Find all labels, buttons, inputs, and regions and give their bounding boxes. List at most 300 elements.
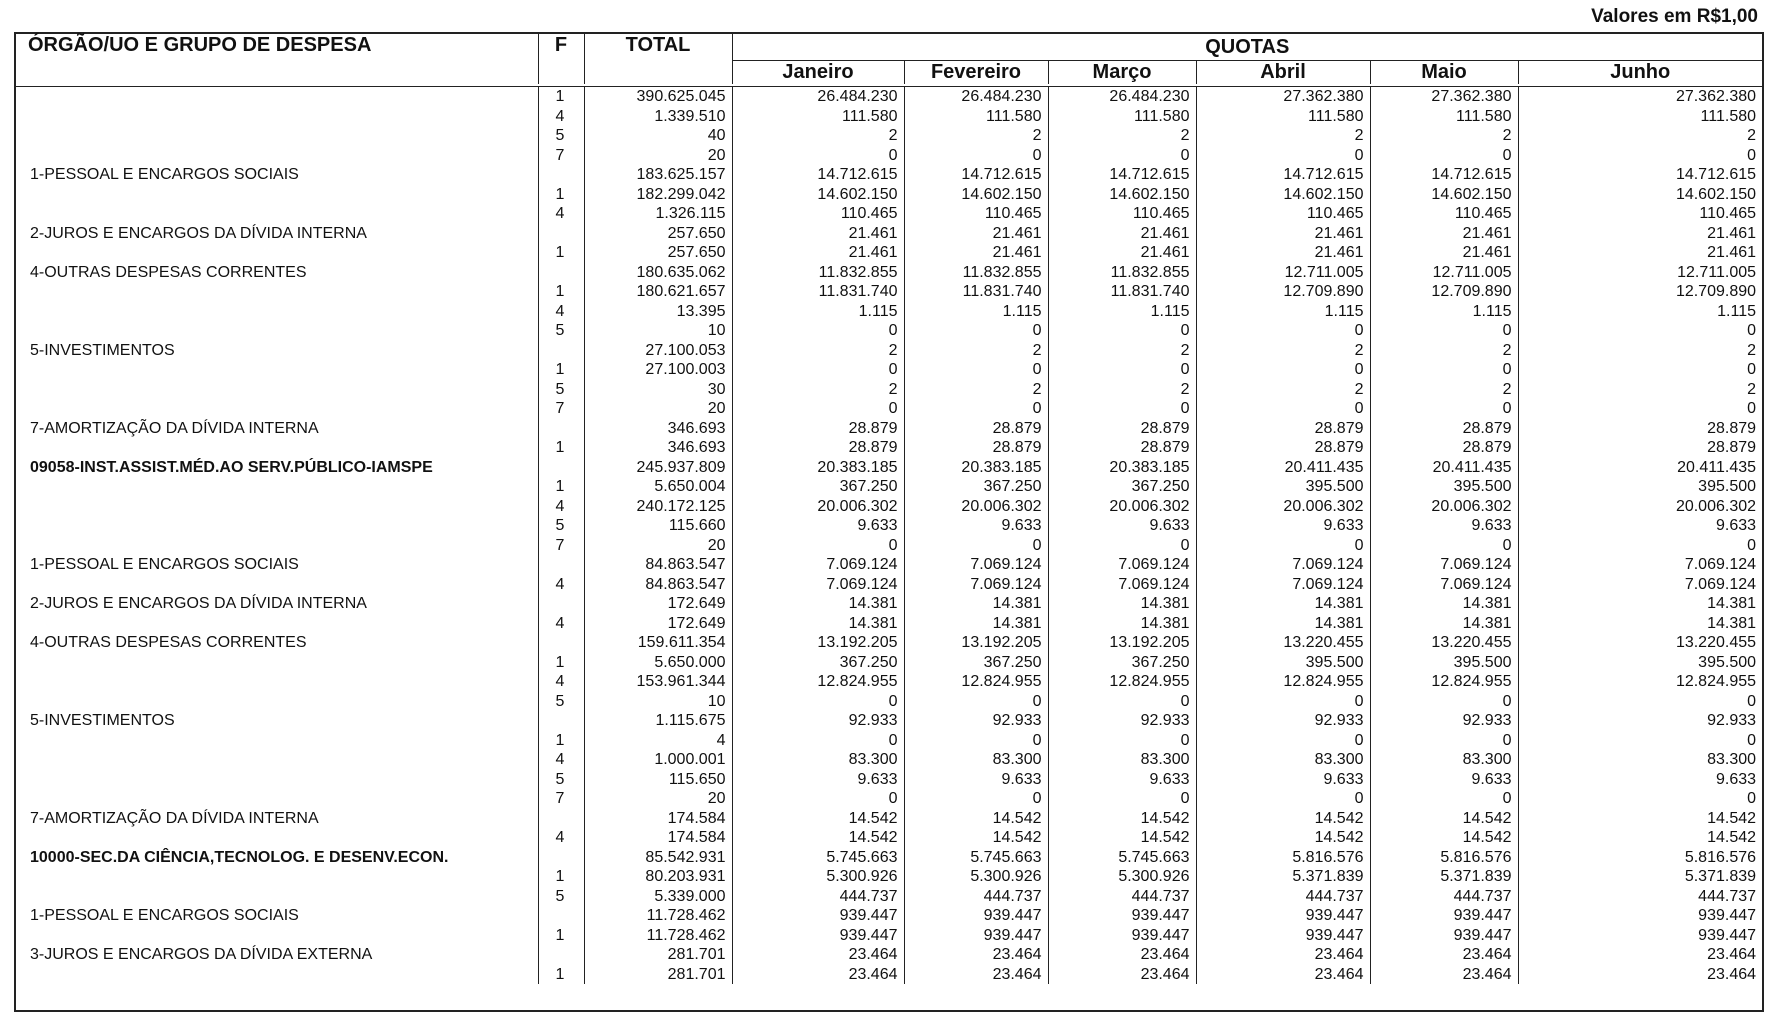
row-total: 20 xyxy=(584,146,732,166)
row-quota: 9.633 xyxy=(1715,517,1757,534)
row-quota: 23.464 xyxy=(1707,965,1757,983)
row-label xyxy=(16,731,538,751)
row-quota: 26.484.230 xyxy=(1048,87,1196,107)
row-quota: 0 xyxy=(1747,692,1757,710)
row-quota: 7.069.124 xyxy=(1370,575,1518,595)
row-f-code xyxy=(538,809,584,829)
row-quota: 5.745.663 xyxy=(1048,848,1196,868)
row-total: 1.000.001 xyxy=(584,750,732,770)
row-quota: 0 xyxy=(1370,692,1518,712)
row-quota: 28.879 xyxy=(1707,439,1757,456)
row-quota: 14.381 xyxy=(1196,614,1370,634)
row-quota: 23.464 xyxy=(1196,945,1370,965)
row-quota: 20.006.302 xyxy=(732,497,904,517)
row-total: 390.625.045 xyxy=(584,87,732,107)
row-f-code: 1 xyxy=(538,653,584,673)
row-label xyxy=(16,497,538,517)
row-quota: 23.464 xyxy=(1707,946,1757,963)
row-quota: 12.824.955 xyxy=(1370,672,1518,692)
row-f-code xyxy=(538,711,584,731)
row-quota: 14.712.615 xyxy=(1196,165,1370,185)
row-f-code: 7 xyxy=(538,146,584,166)
table-row xyxy=(16,341,1762,361)
row-quota: 0 xyxy=(1196,536,1370,556)
row-quota: 939.447 xyxy=(1048,926,1196,946)
table-row xyxy=(16,516,1762,536)
row-quota: 0 xyxy=(1370,536,1518,556)
row-total: 84.863.547 xyxy=(584,575,732,595)
row-quota: 0 xyxy=(904,360,1048,380)
row-quota: 7.069.124 xyxy=(1196,555,1370,575)
row-quota: 939.447 xyxy=(1196,906,1370,926)
row-quota: 0 xyxy=(1048,399,1196,419)
row-f-code xyxy=(538,341,584,361)
row-quota: 12.824.955 xyxy=(732,672,904,692)
column-header-month: Janeiro xyxy=(732,61,904,85)
row-quota: 0 xyxy=(1048,731,1196,751)
budget-table xyxy=(16,34,1762,984)
table-row xyxy=(16,614,1762,634)
budget-table-frame xyxy=(14,32,1764,1012)
row-quota: 2 xyxy=(904,126,1048,146)
row-quota: 28.879 xyxy=(1707,419,1757,437)
row-quota: 21.461 xyxy=(904,224,1048,244)
column-header-f: F xyxy=(538,34,584,84)
row-quota: 5.300.926 xyxy=(904,867,1048,887)
row-quota: 367.250 xyxy=(904,477,1048,497)
row-quota: 0 xyxy=(732,536,904,556)
row-quota: 444.737 xyxy=(1698,887,1757,905)
row-quota: 0 xyxy=(1196,321,1370,341)
row-label xyxy=(16,438,538,458)
row-quota: 2 xyxy=(1196,341,1370,361)
table-row xyxy=(16,789,1762,809)
row-label: 7-AMORTIZAÇÃO DA DÍVIDA INTERNA xyxy=(16,809,538,829)
row-quota: 14.712.615 xyxy=(1048,165,1196,185)
row-quota: 21.461 xyxy=(1370,224,1518,244)
row-quota: 12.824.955 xyxy=(1196,672,1370,692)
row-quota: 11.832.855 xyxy=(732,263,904,283)
row-quota: 20.383.185 xyxy=(1048,458,1196,478)
row-total: 257.650 xyxy=(584,224,732,244)
row-label xyxy=(16,380,538,400)
row-quota: 111.580 xyxy=(1048,107,1196,127)
row-quota: 83.300 xyxy=(1048,750,1196,770)
row-quota: 14.542 xyxy=(1370,809,1518,829)
row-quota: 14.381 xyxy=(1048,614,1196,634)
unit-note: Valores em R$1,00 xyxy=(1591,6,1758,27)
row-quota: 939.447 xyxy=(904,906,1048,926)
row-f-code: 1 xyxy=(538,87,584,107)
row-quota: 0 xyxy=(1747,731,1757,749)
row-quota: 20.411.435 xyxy=(1196,458,1370,478)
row-quota: 23.464 xyxy=(1370,965,1518,985)
row-f-code xyxy=(538,263,584,283)
table-row xyxy=(16,536,1762,556)
row-quota: 21.461 xyxy=(1048,224,1196,244)
row-quota: 1.115 xyxy=(1717,302,1757,320)
row-label: 2-JUROS E ENCARGOS DA DÍVIDA INTERNA xyxy=(16,594,538,614)
row-quota: 9.633 xyxy=(904,770,1048,790)
table-row xyxy=(16,419,1762,439)
row-quota: 92.933 xyxy=(1196,711,1370,731)
column-header-month: Março xyxy=(1048,61,1196,85)
row-quota: 2 xyxy=(1048,341,1196,361)
row-total: 115.650 xyxy=(584,770,732,790)
row-quota: 939.447 xyxy=(1370,926,1518,946)
table-row xyxy=(16,750,1762,770)
row-total: 13.395 xyxy=(584,302,732,322)
row-quota: 0 xyxy=(1747,361,1757,378)
row-total: 346.693 xyxy=(584,438,732,458)
row-total: 1.326.115 xyxy=(584,204,732,224)
row-quota: 14.381 xyxy=(1370,614,1518,634)
row-quota: 7.069.124 xyxy=(1196,575,1370,595)
row-quota: 12.711.005 xyxy=(1677,263,1757,281)
row-quota: 14.542 xyxy=(1707,809,1757,827)
row-quota: 367.250 xyxy=(732,477,904,497)
table-row xyxy=(16,555,1762,575)
row-quota: 14.381 xyxy=(732,614,904,634)
table-row xyxy=(16,87,1762,107)
row-quota: 0 xyxy=(732,360,904,380)
row-quota: 20.411.435 xyxy=(1370,458,1518,478)
row-quota: 7.069.124 xyxy=(732,575,904,595)
row-quota: 0 xyxy=(732,692,904,712)
row-total: 159.611.354 xyxy=(584,633,732,653)
row-total: 5.339.000 xyxy=(584,887,732,907)
row-total: 346.693 xyxy=(584,419,732,439)
row-quota: 11.832.855 xyxy=(904,263,1048,283)
row-quota: 92.933 xyxy=(732,711,904,731)
row-quota: 92.933 xyxy=(904,711,1048,731)
row-quota: 0 xyxy=(1370,321,1518,341)
table-row xyxy=(16,438,1762,458)
row-quota: 9.633 xyxy=(1196,516,1370,536)
row-quota: 0 xyxy=(1747,400,1757,417)
row-quota: 83.300 xyxy=(1370,750,1518,770)
table-row xyxy=(16,146,1762,166)
row-f-code: 7 xyxy=(538,789,584,809)
column-header-quotas: QUOTAS xyxy=(732,34,1762,61)
row-f-code: 4 xyxy=(538,614,584,634)
row-quota: 23.464 xyxy=(1048,945,1196,965)
row-label: 5-INVESTIMENTOS xyxy=(16,341,538,361)
row-label xyxy=(16,653,538,673)
row-quota: 110.465 xyxy=(904,204,1048,224)
row-label: 09058-INST.ASSIST.MÉD.AO SERV.PÚBLICO-IAMSPE xyxy=(16,458,538,478)
row-quota: 5.371.839 xyxy=(1196,867,1370,887)
row-total: 10 xyxy=(584,321,732,341)
row-label: 1-PESSOAL E ENCARGOS SOCIAIS xyxy=(16,165,538,185)
row-quota: 111.580 xyxy=(1700,107,1757,125)
row-label xyxy=(16,360,538,380)
row-quota: 395.500 xyxy=(1370,477,1518,497)
row-total: 1.115.675 xyxy=(584,711,732,731)
row-label xyxy=(16,770,538,790)
row-total: 84.863.547 xyxy=(584,555,732,575)
row-quota: 939.447 xyxy=(1698,907,1757,924)
row-label xyxy=(16,789,538,809)
row-total: 85.542.931 xyxy=(584,848,732,868)
table-row xyxy=(16,828,1762,848)
table-row xyxy=(16,965,1762,985)
table-row xyxy=(16,360,1762,380)
row-total: 172.649 xyxy=(584,594,732,614)
row-quota: 2 xyxy=(1048,126,1196,146)
table-row xyxy=(16,633,1762,653)
row-quota: 14.542 xyxy=(732,809,904,829)
row-quota: 2 xyxy=(1747,380,1757,398)
row-quota: 13.192.205 xyxy=(904,633,1048,653)
row-label: 5-INVESTIMENTOS xyxy=(16,711,538,731)
table-row xyxy=(16,263,1762,283)
row-quota: 2 xyxy=(1747,341,1757,359)
row-f-code xyxy=(538,945,584,965)
row-quota: 444.737 xyxy=(904,887,1048,907)
row-label: 10000-SEC.DA CIÊNCIA,TECNOLOG. E DESENV.ECON. xyxy=(16,848,538,868)
row-quota: 12.824.955 xyxy=(1675,673,1757,690)
row-quota: 0 xyxy=(904,789,1048,809)
row-label xyxy=(16,575,538,595)
row-quota: 395.500 xyxy=(1698,478,1757,495)
row-label xyxy=(16,87,538,107)
table-row xyxy=(16,107,1762,127)
row-quota: 2 xyxy=(732,341,904,361)
row-label xyxy=(16,204,538,224)
row-total: 5.650.000 xyxy=(584,653,732,673)
row-label: 4-OUTRAS DESPESAS CORRENTES xyxy=(16,263,538,283)
table-row xyxy=(16,887,1762,907)
row-quota: 0 xyxy=(1048,692,1196,712)
row-label xyxy=(16,302,538,322)
row-quota: 367.250 xyxy=(1048,477,1196,497)
table-row xyxy=(16,204,1762,224)
row-quota: 5.745.663 xyxy=(904,848,1048,868)
row-quota: 83.300 xyxy=(1707,751,1757,768)
row-quota: 0 xyxy=(1196,789,1370,809)
table-row xyxy=(16,321,1762,341)
row-label: 1-PESSOAL E ENCARGOS SOCIAIS xyxy=(16,555,538,575)
row-quota: 0 xyxy=(904,692,1048,712)
row-f-code: 5 xyxy=(538,887,584,907)
row-f-code: 5 xyxy=(538,516,584,536)
row-total: 10 xyxy=(584,692,732,712)
row-quota: 395.500 xyxy=(1196,477,1370,497)
row-label xyxy=(16,672,538,692)
row-quota: 111.580 xyxy=(1196,107,1370,127)
row-quota: 0 xyxy=(732,146,904,166)
row-quota: 0 xyxy=(1196,731,1370,751)
row-quota: 2 xyxy=(1747,127,1757,144)
row-quota: 444.737 xyxy=(1048,887,1196,907)
row-quota: 7.069.124 xyxy=(1048,575,1196,595)
row-quota: 14.602.150 xyxy=(1196,185,1370,205)
row-label xyxy=(16,692,538,712)
row-quota: 20.383.185 xyxy=(732,458,904,478)
row-quota: 14.712.615 xyxy=(732,165,904,185)
row-quota: 28.879 xyxy=(732,438,904,458)
row-quota: 14.542 xyxy=(732,828,904,848)
row-quota: 0 xyxy=(904,536,1048,556)
row-quota: 28.879 xyxy=(904,419,1048,439)
row-f-code xyxy=(538,224,584,244)
row-quota: 11.832.855 xyxy=(1048,263,1196,283)
row-label: 7-AMORTIZAÇÃO DA DÍVIDA INTERNA xyxy=(16,419,538,439)
row-quota: 27.362.380 xyxy=(1196,87,1370,107)
row-f-code: 1 xyxy=(538,926,584,946)
row-quota: 2 xyxy=(1370,341,1518,361)
row-total: 153.961.344 xyxy=(584,672,732,692)
row-quota: 111.580 xyxy=(904,107,1048,127)
row-quota: 7.069.124 xyxy=(1370,555,1518,575)
row-quota: 0 xyxy=(1370,399,1518,419)
row-quota: 28.879 xyxy=(904,438,1048,458)
row-quota: 5.300.926 xyxy=(732,867,904,887)
row-quota: 23.464 xyxy=(1196,965,1370,985)
table-row xyxy=(16,672,1762,692)
row-total: 182.299.042 xyxy=(584,185,732,205)
row-quota: 939.447 xyxy=(1370,906,1518,926)
row-quota: 20.383.185 xyxy=(904,458,1048,478)
row-f-code: 5 xyxy=(538,770,584,790)
row-quota: 12.709.890 xyxy=(1196,282,1370,302)
row-f-code xyxy=(538,555,584,575)
row-total: 245.937.809 xyxy=(584,458,732,478)
row-total: 174.584 xyxy=(584,828,732,848)
row-label xyxy=(16,185,538,205)
row-f-code xyxy=(538,419,584,439)
row-quota: 14.712.615 xyxy=(1370,165,1518,185)
row-quota: 367.250 xyxy=(904,653,1048,673)
table-header xyxy=(16,34,1762,87)
row-label: 2-JUROS E ENCARGOS DA DÍVIDA INTERNA xyxy=(16,224,538,244)
row-quota: 110.465 xyxy=(1196,204,1370,224)
row-quota: 110.465 xyxy=(1370,204,1518,224)
row-quota: 939.447 xyxy=(732,926,904,946)
table-row xyxy=(16,906,1762,926)
row-quota: 0 xyxy=(1196,692,1370,712)
column-header-month: Fevereiro xyxy=(904,61,1048,85)
column-header-org: ÓRGÃO/UO E GRUPO DE DESPESA xyxy=(16,34,538,84)
row-quota: 111.580 xyxy=(1370,107,1518,127)
table-row xyxy=(16,945,1762,965)
table-row xyxy=(16,848,1762,868)
row-quota: 0 xyxy=(1370,731,1518,751)
row-label xyxy=(16,321,538,341)
row-quota: 14.381 xyxy=(732,594,904,614)
row-label xyxy=(16,126,538,146)
row-quota: 12.711.005 xyxy=(1370,263,1518,283)
row-quota: 14.542 xyxy=(1707,829,1757,846)
row-quota: 0 xyxy=(732,731,904,751)
row-f-code: 1 xyxy=(538,477,584,497)
row-f-code: 4 xyxy=(538,302,584,322)
row-quota: 28.879 xyxy=(1048,419,1196,439)
row-f-code: 4 xyxy=(538,107,584,127)
row-total: 180.635.062 xyxy=(584,263,732,283)
row-quota: 12.824.955 xyxy=(904,672,1048,692)
row-quota: 939.447 xyxy=(1698,926,1757,944)
table-row xyxy=(16,731,1762,751)
row-quota: 26.484.230 xyxy=(904,87,1048,107)
row-quota: 14.542 xyxy=(904,828,1048,848)
row-quota: 28.879 xyxy=(1196,438,1370,458)
row-f-code: 1 xyxy=(538,360,584,380)
row-label: 1-PESSOAL E ENCARGOS SOCIAIS xyxy=(16,906,538,926)
row-f-code: 4 xyxy=(538,575,584,595)
row-quota: 14.602.150 xyxy=(732,185,904,205)
row-quota: 21.461 xyxy=(1370,243,1518,263)
row-quota: 23.464 xyxy=(1048,965,1196,985)
row-quota: 0 xyxy=(732,399,904,419)
row-quota: 23.464 xyxy=(732,965,904,985)
row-total: 174.584 xyxy=(584,809,732,829)
row-quota: 20.411.435 xyxy=(1677,458,1757,476)
row-quota: 5.816.576 xyxy=(1684,848,1757,866)
row-f-code: 1 xyxy=(538,965,584,985)
row-quota: 14.542 xyxy=(1196,828,1370,848)
row-quota: 111.580 xyxy=(732,107,904,127)
row-quota: 92.933 xyxy=(1707,712,1757,729)
row-quota: 13.220.455 xyxy=(1675,634,1757,651)
row-quota: 14.381 xyxy=(1048,594,1196,614)
row-quota: 21.461 xyxy=(1196,224,1370,244)
table-row xyxy=(16,458,1762,478)
row-quota: 21.461 xyxy=(1707,244,1757,261)
row-label xyxy=(16,282,538,302)
table-row xyxy=(16,126,1762,146)
row-quota: 9.633 xyxy=(1048,770,1196,790)
row-f-code xyxy=(538,165,584,185)
row-label xyxy=(16,477,538,497)
row-quota: 14.602.150 xyxy=(1048,185,1196,205)
row-quota: 14.712.615 xyxy=(904,165,1048,185)
row-quota: 13.220.455 xyxy=(1196,633,1370,653)
row-label xyxy=(16,750,538,770)
row-quota: 0 xyxy=(904,146,1048,166)
row-f-code: 4 xyxy=(538,750,584,770)
row-f-code xyxy=(538,594,584,614)
row-quota: 83.300 xyxy=(1196,750,1370,770)
row-label: 3-JUROS E ENCARGOS DA DÍVIDA EXTERNA xyxy=(16,945,538,965)
row-f-code: 7 xyxy=(538,536,584,556)
row-quota: 92.933 xyxy=(1048,711,1196,731)
row-quota: 939.447 xyxy=(1048,906,1196,926)
row-total: 20 xyxy=(584,399,732,419)
row-total: 11.728.462 xyxy=(584,926,732,946)
row-label xyxy=(16,516,538,536)
row-quota: 9.633 xyxy=(1370,516,1518,536)
row-f-code: 1 xyxy=(538,867,584,887)
row-quota: 939.447 xyxy=(1196,926,1370,946)
row-quota: 9.633 xyxy=(1715,770,1757,788)
row-quota: 444.737 xyxy=(1196,887,1370,907)
row-quota: 14.381 xyxy=(904,594,1048,614)
column-header-total: TOTAL xyxy=(584,34,732,84)
row-quota: 0 xyxy=(1370,146,1518,166)
row-quota: 0 xyxy=(1747,536,1757,554)
row-quota: 20.006.302 xyxy=(904,497,1048,517)
row-quota: 0 xyxy=(1048,321,1196,341)
row-quota: 1.115 xyxy=(1048,302,1196,322)
row-total: 281.701 xyxy=(584,945,732,965)
table-row xyxy=(16,165,1762,185)
row-quota: 14.542 xyxy=(904,809,1048,829)
row-quota: 939.447 xyxy=(904,926,1048,946)
row-quota: 27.362.380 xyxy=(1370,87,1518,107)
row-quota: 110.465 xyxy=(732,204,904,224)
